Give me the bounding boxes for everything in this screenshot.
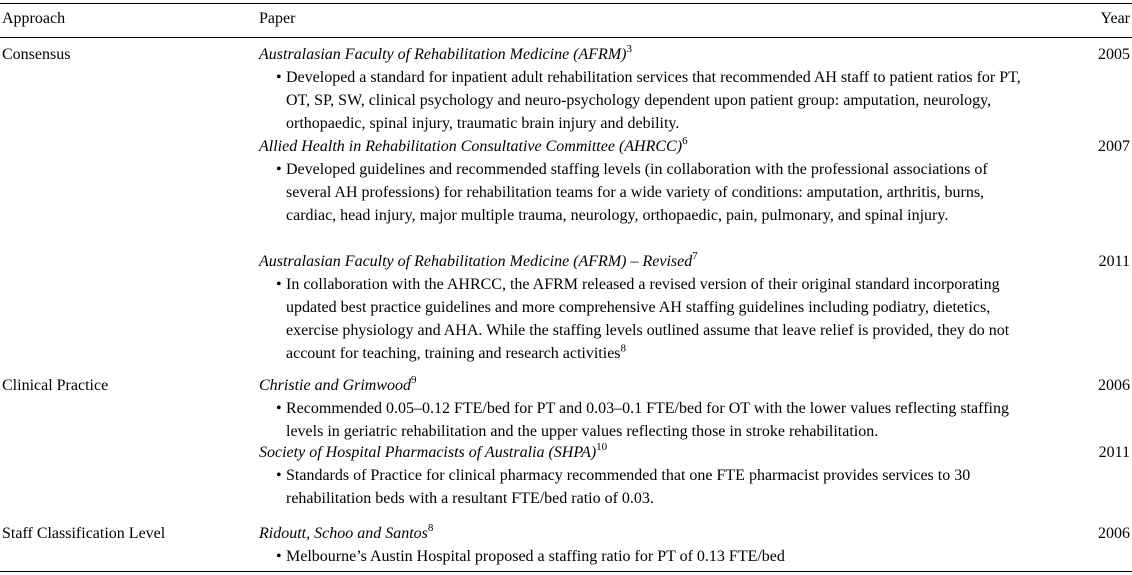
approach-label: Clinical Practice (2, 377, 109, 394)
header-year: Year (1100, 10, 1130, 27)
paper-summary: • Standards of Practice for clinical pharmacy recommended that one FTE pharmacist provides services to 30 rehabilitation beds with a resultant FTE/bed ratio of 0.03. (276, 464, 1026, 510)
reference-number: 10 (596, 440, 608, 453)
reference-number: 7 (692, 249, 698, 262)
paper-summary: • Recommended 0.05–0.12 FTE/bed for PT and 0.03–0.1 FTE/bed for OT with the lower values reflecting staffing levels in geriatric rehabilitation and the upper values reflecting those in stroke rehabilitation. (276, 397, 1026, 443)
header-approach: Approach (2, 10, 66, 27)
bottom-rule (0, 571, 1132, 572)
reference-number: 3 (626, 42, 632, 55)
reference-number: 8 (620, 342, 627, 355)
paper-year: 2006 (1098, 525, 1130, 542)
paper-summary: • Developed a standard for inpatient adult rehabilitation services that recommended AH staff to patient ratios for PT, OT, SP, SW, clinical psychology and neuro-psychology dependent upon patient group: amputation, neurology, orthopaedic, spinal injury, traumatic brain injury and debility. (276, 66, 1026, 135)
reference-number: 9 (411, 373, 417, 386)
reference-number: 6 (682, 134, 688, 147)
bullet-icon: • (276, 548, 282, 565)
bullet-icon: • (276, 276, 282, 293)
paper-summary: • Melbourne’s Austin Hospital proposed a staffing ratio for PT of 0.13 FTE/bed (276, 545, 1026, 568)
paper-year: 2007 (1098, 138, 1130, 155)
paper-title: Christie and Grimwood$^9$ (259, 373, 417, 394)
bullet-icon: • (276, 69, 282, 86)
table-header (0, 7, 1132, 31)
paper-title: Australasian Faculty of Rehabilitation Medicine (AFRM) – Revised$^7$ (259, 249, 698, 270)
paper-title: Society of Hospital Pharmacists of Australia (SHPA)$^{10}$ (259, 440, 608, 461)
bullet-icon: • (276, 467, 282, 484)
reference-number: 8 (427, 521, 434, 534)
paper-summary: • Developed guidelines and recommended staffing levels (in collaboration with the professional associations of several AH professions) for rehabilitation teams for a wide variety of conditions: amputation, arthritis, burns, cardiac, head injury, major multiple trauma, neurology, orthopaedic, pain, pulmonary, and spinal injury. (276, 158, 1026, 227)
header-rule (0, 37, 1132, 38)
approach-label: Staff Classification Level (2, 525, 166, 542)
paper-title: Australasian Faculty of Rehabilitation Medicine (AFRM)$^3$ (259, 42, 632, 63)
paper-year: 2006 (1098, 377, 1130, 394)
header-paper: Paper (259, 10, 296, 27)
bullet-icon: • (276, 161, 282, 178)
paper-year: 2011 (1098, 444, 1130, 461)
paper-title: Allied Health in Rehabilitation Consultative Committee (AHRCC)$^6$ (259, 134, 688, 155)
paper-year: 2011 (1098, 253, 1130, 270)
paper-title: Ridoutt, Schoo and Santos$^8$ (259, 521, 434, 542)
approach-label: Consensus (2, 46, 71, 63)
paper-summary: • In collaboration with the AHRCC, the AFRM released a revised version of their original standard incorporating updated best practice guidelines and more comprehensive AH staffing guidelines including podiatry, dietetics, exercise physiology and AHA. While the staffing levels outlined assume that leave relief is provided, they do not account for teaching, training and research activities$^8$ (276, 273, 1026, 365)
top-rule (0, 3, 1132, 4)
bullet-icon: • (276, 400, 282, 417)
paper-year: 2005 (1098, 46, 1130, 63)
